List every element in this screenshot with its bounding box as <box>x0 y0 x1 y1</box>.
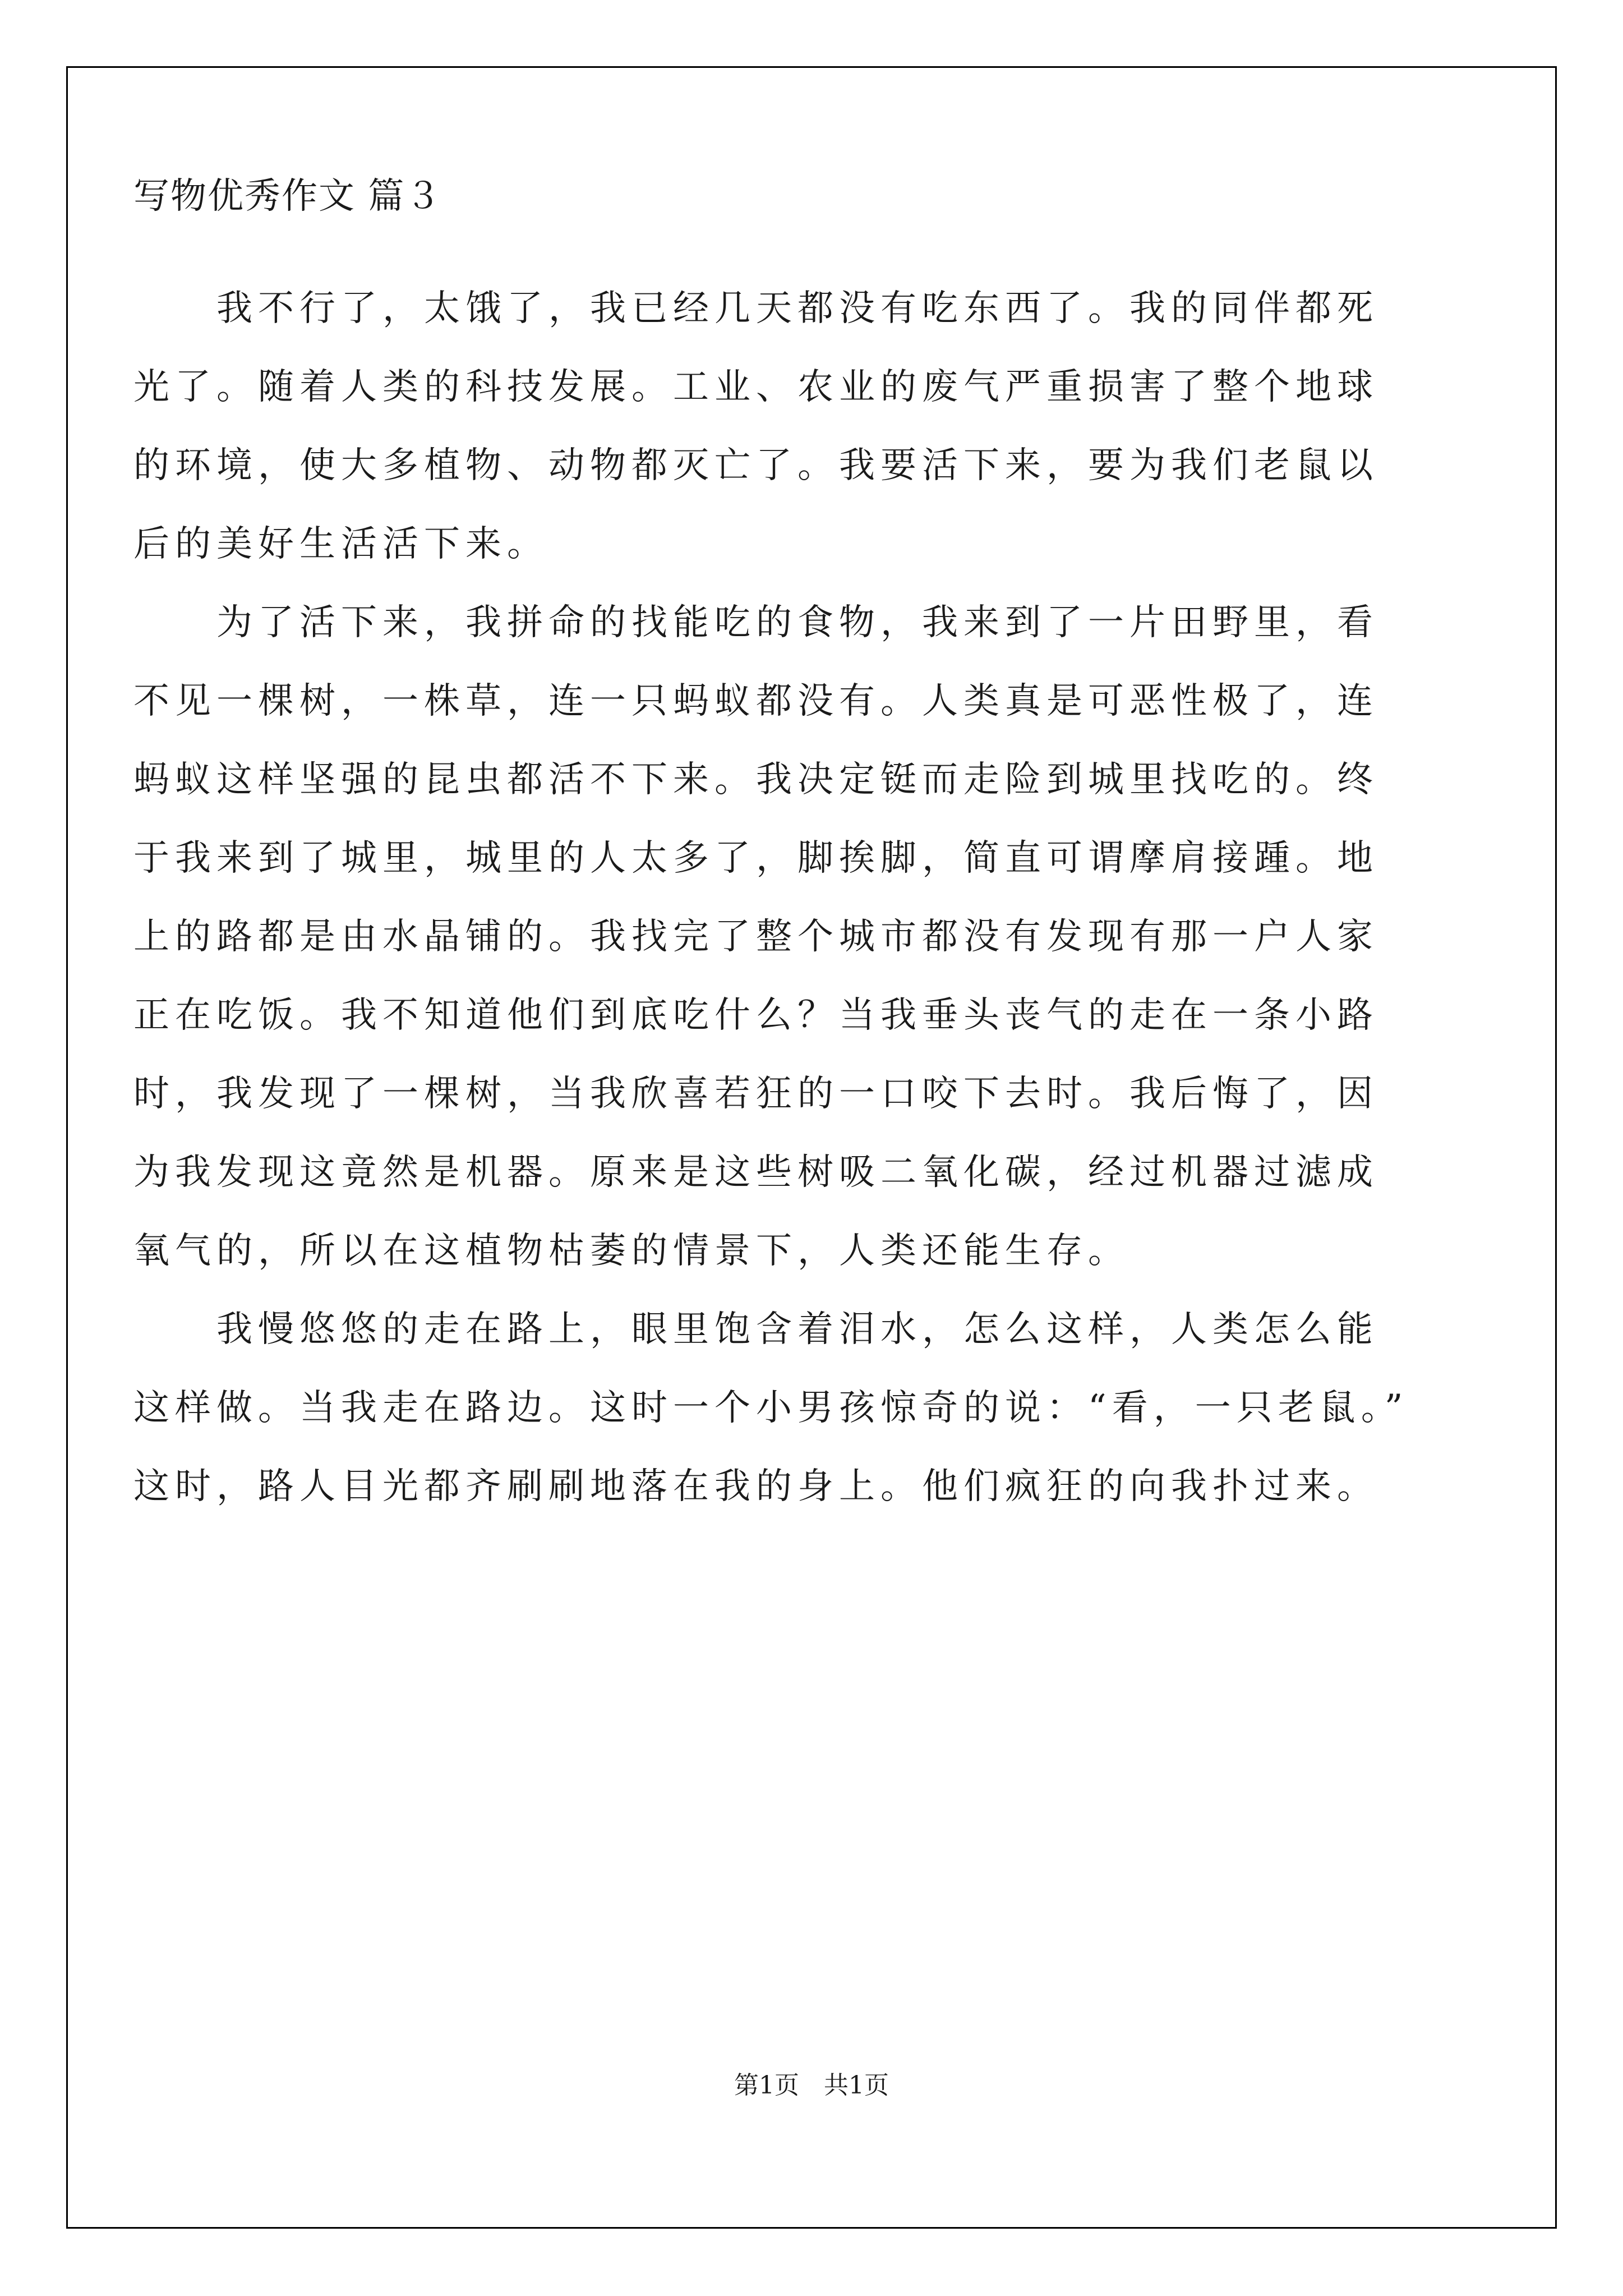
paragraph-line: 光了。随着人类的科技发展。工业、农业的废气严重损害了整个地球 <box>133 366 1378 408</box>
paragraph-line: 时，我发现了一棵树，当我欣喜若狂的一口咬下去时。我后悔了，因 <box>133 1073 1378 1115</box>
paragraph-line: 这样做。当我走在路边。这时一个小男孩惊奇的说：“看，一只老鼠。” <box>133 1387 1409 1429</box>
paragraph-line: 于我来到了城里，城里的人太多了，脚挨脚，简直可谓摩肩接踵。地 <box>133 838 1378 879</box>
paragraph-line: 后的美好生活活下来。 <box>133 523 548 565</box>
paragraph-line: 正在吃饭。我不知道他们到底吃什么？当我垂头丧气的走在一条小路 <box>133 995 1378 1036</box>
paragraph-line: 氧气的，所以在这植物枯萎的情景下，人类还能生存。 <box>133 1230 1129 1272</box>
document-title: 写物优秀作文 篇３ <box>133 176 442 217</box>
paragraph-line: 这时，路人目光都齐刷刷地落在我的身上。他们疯狂的向我扑过来。 <box>133 1466 1378 1507</box>
paragraph-line: 不见一棵树，一株草，连一只蚂蚁都没有。人类真是可恶性极了，连 <box>133 680 1378 722</box>
paragraph-line: 上的路都是由水晶铺的。我找完了整个城市都没有发现有那一户人家 <box>133 916 1378 958</box>
paragraph-line: 我不行了，太饿了，我已经几天都没有吃东西了。我的同伴都死 <box>133 288 1378 329</box>
page-number-footer: 第1页 共1页 <box>734 2071 889 2100</box>
paragraph-line: 为我发现这竟然是机器。原来是这些树吸二氧化碳，经过机器过滤成 <box>133 1152 1378 1193</box>
paragraph-line: 的环境，使大多植物、动物都灭亡了。我要活下来，要为我们老鼠以 <box>133 445 1378 486</box>
paragraph-line: 我慢悠悠的走在路上，眼里饱含着泪水，怎么这样，人类怎么能 <box>133 1309 1378 1350</box>
paragraph-line: 蚂蚁这样坚强的昆虫都活不下来。我决定铤而走险到城里找吃的。终 <box>133 759 1378 800</box>
paragraph-line: 为了活下来，我拼命的找能吃的食物，我来到了一片田野里，看 <box>133 602 1378 643</box>
